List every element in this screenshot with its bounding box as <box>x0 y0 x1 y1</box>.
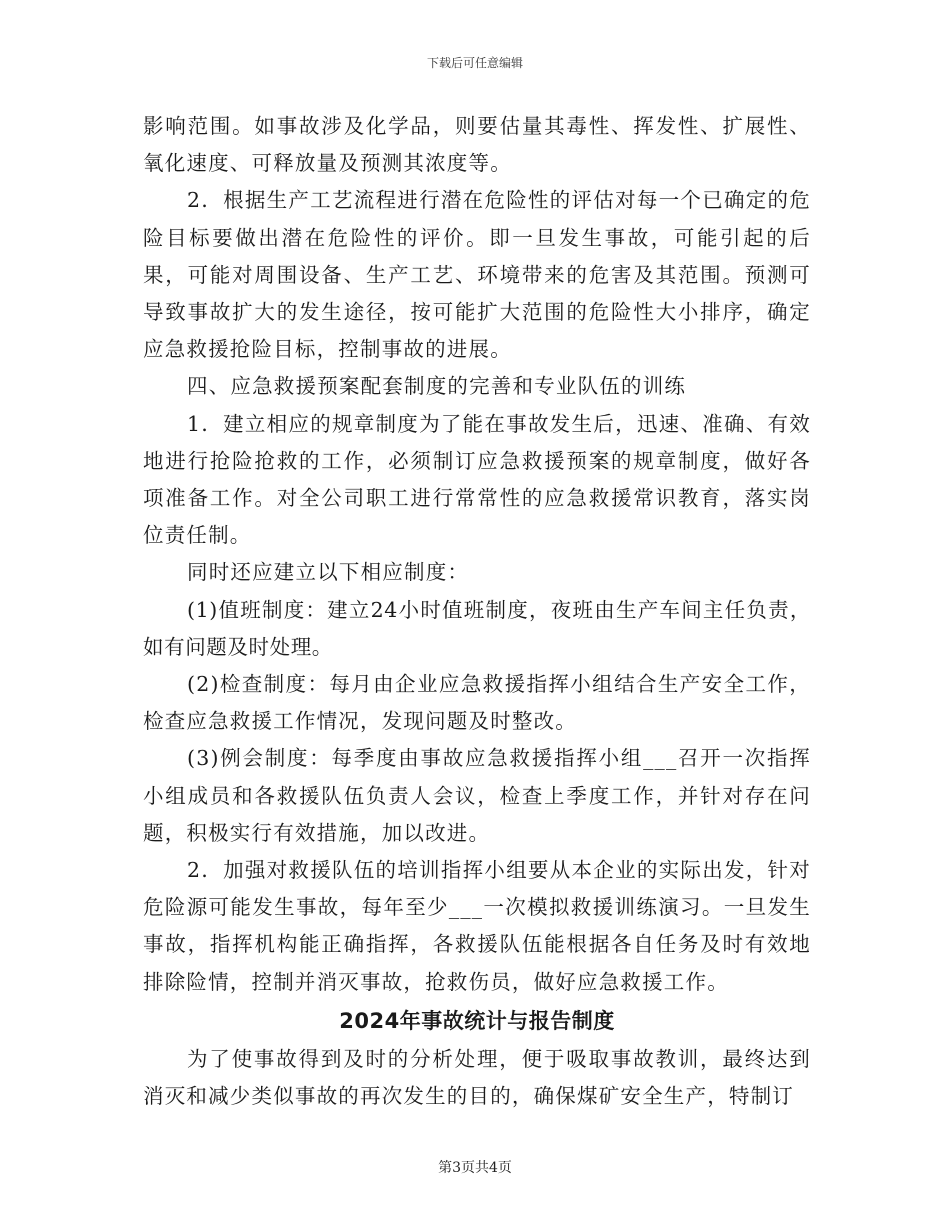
paragraph: 2．加强对救援队伍的培训指挥小组要从本企业的实际出发，针对危险源可能发生事故，每年至少___一次模拟救援训练演习。一旦发生事故，指挥机构能正确指挥，各救援队伍能根据各自任务及时有效地排除险情，控制并消灭事故，抢救伤员，做好应急救援工作。 <box>143 858 811 994</box>
page-header: 下载后可任意编辑 <box>426 56 523 70</box>
document-title: 2024年事故统计与报告制度 <box>339 1008 615 1033</box>
page-footer: 第3页共4页 <box>438 1160 512 1176</box>
paragraph: 影响范围。如事故涉及化学品，则要估量其毒性、挥发性、扩展性、氧化速度、可释放量及预测其浓度等。 <box>143 114 811 176</box>
list-item: (2)检查制度：每月由企业应急救援指挥小组结合生产安全工作，检查应急救援工作情况，发现问题及时整改。 <box>143 672 811 734</box>
paragraph: 1．建立相应的规章制度为了能在事故发生后，迅速、准确、有效地进行抢险抢救的工作，必须制订应急救援预案的规章制度，做好各项准备工作。对全公司职工进行常常性的应急救援常识教育，落实岗位责任制。 <box>143 411 811 548</box>
paragraph: 2．根据生产工艺流程进行潜在危险性的评估对每一个已确定的危险目标要做出潜在危险性的评价。即一旦发生事故，可能引起的后果，可能对周围设备、生产工艺、环境带来的危害及其范围。预测可导致事故扩大的发生途径，按可能扩大范围的危险性大小排序，确定应急救援抢险目标，控制事故的进展。 <box>143 188 811 362</box>
paragraph: 为了使事故得到及时的分析处理，便于吸取事故教训，最终达到消灭和减少类似事故的再次发生的目的，确保煤矿安全生产，特制订 <box>143 1046 811 1109</box>
section-heading: 四、应急救援预案配套制度的完善和专业队伍的训练 <box>187 374 687 399</box>
document-body <box>143 108 811 1115</box>
list-item: (3)例会制度：每季度由事故应急救援指挥小组___召开一次指挥小组成员和各救援队伍负责人会议，检查上季度工作，并针对存在问题，积极实行有效措施，加以改进。 <box>143 746 811 845</box>
list-item: (1)值班制度：建立24小时值班制度，夜班由生产车间主任负责，如有问题及时处理。 <box>143 597 811 659</box>
paragraph: 同时还应建立以下相应制度： <box>187 560 470 585</box>
